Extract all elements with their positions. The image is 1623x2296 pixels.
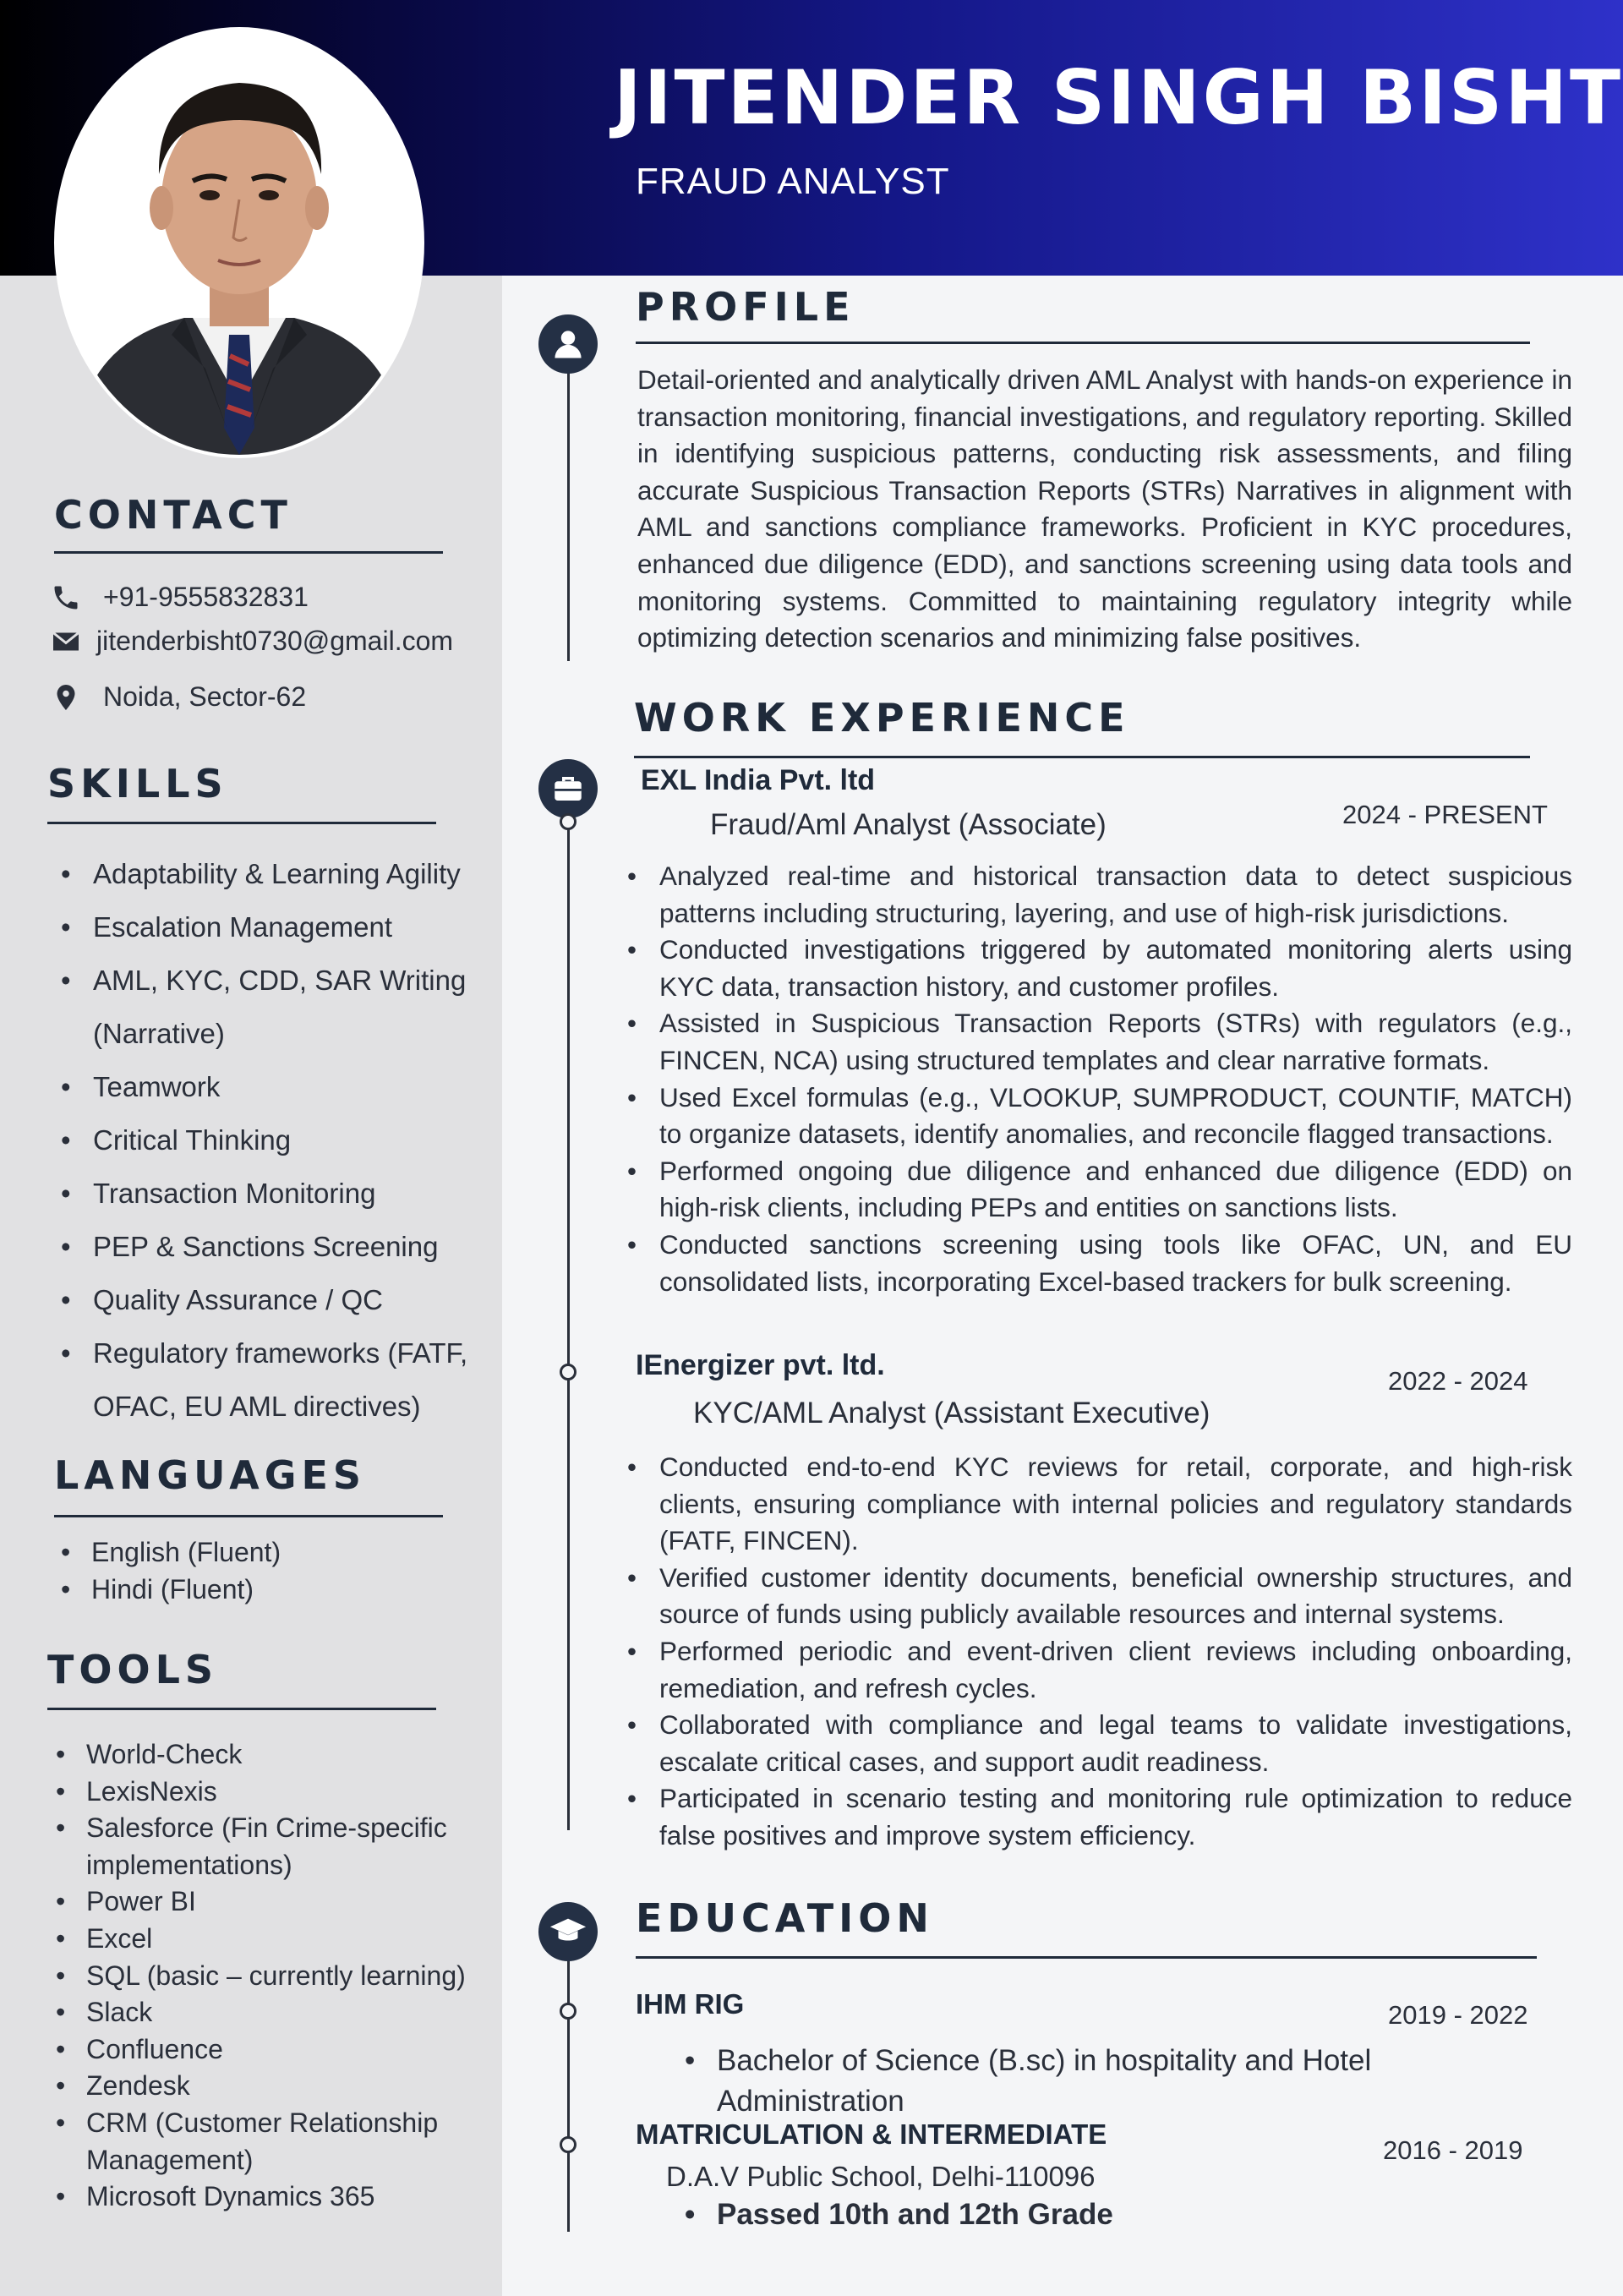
phone-icon (51, 582, 81, 613)
education-detail-list (717, 2041, 1410, 2122)
experience-divider (634, 756, 1530, 758)
job-duty: • Conducted sanctions screening using tools like OFAC, UN, and EU consolidated lists, incorporating Excel-based trackers for bulk screening. (659, 1227, 1572, 1300)
tool-item: • SQL (basic – currently learning) (86, 1958, 509, 1995)
tool-item: • CRM (Customer Relationship Management) (86, 2105, 509, 2178)
job-duty: • Assisted in Suspicious Transaction Reports (STRs) with regulators (e.g., FINCEN, NCA) using structured templates and clear narrative formats. (659, 1005, 1572, 1079)
skill-item: • Quality Assurance / QC (93, 1273, 533, 1326)
contact-phone[interactable] (51, 582, 309, 613)
education-dates: 2016 - 2019 (1383, 2135, 1523, 2165)
job-duty: • Performed periodic and event-driven client reviews including onboarding, remediation, and refresh cycles. (659, 1633, 1572, 1707)
job-company: EXL India Pvt. ltd (641, 764, 876, 796)
tool-item: • Slack (86, 1994, 509, 2031)
timeline-dot (560, 2003, 577, 2020)
portrait-illustration (57, 30, 421, 455)
education-dates: 2019 - 2022 (1388, 2000, 1528, 2030)
contact-heading: CONTACT (54, 492, 292, 538)
tool-item: • Microsoft Dynamics 365 (86, 2178, 509, 2216)
skills-list (51, 847, 533, 1433)
education-grade: • Passed 10th and 12th Grade (717, 2195, 1410, 2235)
job-dates: 2024 - PRESENT (1342, 800, 1548, 829)
language-item: • Hindi (Fluent) (91, 1571, 281, 1608)
languages-divider (54, 1515, 443, 1517)
skill-item-continuation: OFAC, EU AML directives) (93, 1391, 421, 1422)
person-icon (538, 314, 598, 374)
job-duties-list (659, 858, 1572, 1300)
location-pin-icon (51, 682, 81, 713)
job-duties-list (659, 1449, 1572, 1855)
tool-item: • Salesforce (Fin Crime-specific implementations) (86, 1810, 509, 1883)
education-heading: EDUCATION (636, 1895, 934, 1941)
skills-heading: SKILLS (47, 761, 228, 806)
languages-heading: LANGUAGES (54, 1452, 367, 1498)
skill-item: • Transaction Monitoring (93, 1167, 533, 1220)
education-institution: D.A.V Public School, Delhi-110096 (666, 2161, 1096, 2192)
education-divider (636, 1956, 1537, 1959)
job-duty: • Conducted investigations triggered by automated monitoring alerts using KYC data, transaction history, and customer profiles. (659, 932, 1572, 1005)
job-title: FRAUD ANALYST (636, 161, 950, 202)
language-item: • English (Fluent) (91, 1533, 281, 1571)
job-duty: • Performed ongoing due diligence and enhanced due diligence (EDD) on high-risk clients, including PEPs and entities on sanctions lists. (659, 1153, 1572, 1227)
email-address: jitenderbisht0730@gmail.com (96, 626, 454, 656)
tool-item: • Excel (86, 1921, 509, 1958)
tool-item: • World-Check (86, 1736, 509, 1774)
briefcase-icon (538, 759, 598, 818)
education-school: IHM RIG (636, 1988, 745, 2020)
job-duty: • Collaborated with compliance and legal teams to validate investigations, escalate critical cases, and support audit readiness. (659, 1707, 1572, 1780)
graduation-cap-icon (538, 1902, 598, 1961)
contact-divider (54, 551, 443, 554)
timeline-dot (560, 1364, 577, 1380)
skill-item: • Teamwork (93, 1060, 533, 1113)
profile-summary: Detail-oriented and analytically driven AML Analyst with hands-on experience in transaction monitoring, financial investigations, and regulatory reporting. Skilled in identifying suspicious patterns, conducting risk assessments, and filing accurate Suspicious Transaction Reports (STRs) Narratives in alignment with AML and sanctions compliance frameworks. Proficient in KYC procedures, enhanced due diligence (EDD), and sanctions screening using data tools and monitoring systems. Committed to maintaining regulatory integrity while optimizing detection scenarios and minimizing false positives. (637, 364, 1572, 653)
experience-heading: WORK EXPERIENCE (634, 695, 1130, 741)
skills-divider (47, 822, 436, 824)
education-school: MATRICULATION & INTERMEDIATE (636, 2118, 1107, 2150)
job-duty: • Analyzed real-time and historical transaction data to detect suspicious patterns including structuring, layering, and use of high-risk jurisdictions. (659, 858, 1572, 932)
tool-item: • Power BI (86, 1883, 509, 1921)
education-degree: • Bachelor of Science (B.sc) in hospitality and Hotel Administration (717, 2041, 1410, 2122)
job-position: KYC/AML Analyst (Assistant Executive) (693, 1397, 1210, 1430)
timeline-dot (560, 2136, 577, 2153)
education-detail-list (717, 2195, 1410, 2235)
profile-photo (54, 27, 424, 458)
timeline-line-education (567, 1944, 570, 2232)
mail-icon (51, 626, 81, 657)
timeline-dot (560, 813, 577, 830)
timeline-line-experience (567, 812, 570, 1830)
skill-item-continuation: (Narrative) (93, 1018, 225, 1049)
job-duty: • Verified customer identity documents, beneficial ownership structures, and source of funds using publicly available resources and internal systems. (659, 1560, 1572, 1633)
skill-item: • PEP & Sanctions Screening (93, 1220, 533, 1273)
skill-item: • Escalation Management (93, 900, 533, 954)
job-duty: • Used Excel formulas (e.g., VLOOKUP, SUMPRODUCT, COUNTIF, MATCH) to organize datasets, identify anomalies, and reconcile flagged transactions. (659, 1080, 1572, 1153)
tool-item: • Confluence (86, 2031, 509, 2069)
phone-number: +91-9555832831 (103, 582, 309, 612)
profile-heading: PROFILE (636, 284, 855, 330)
location-text: Noida, Sector-62 (103, 681, 307, 712)
candidate-name: JITENDER SINGH BISHT (614, 54, 1623, 141)
skill-item: • Regulatory frameworks (FATF, (93, 1326, 533, 1380)
tools-list (49, 1736, 509, 2216)
profile-divider (636, 342, 1530, 344)
job-duty: • Participated in scenario testing and monitoring rule optimization to reduce false positives and improve system efficiency. (659, 1780, 1572, 1854)
skill-item: • Adaptability & Learning Agility (93, 847, 533, 900)
tools-heading: TOOLS (47, 1647, 219, 1692)
job-dates: 2022 - 2024 (1388, 1366, 1528, 1396)
contact-email[interactable] (51, 626, 453, 657)
job-duty: • Conducted end-to-end KYC reviews for retail, corporate, and high-risk clients, ensuring compliance with internal policies and regulatory standards (FATF, FINCEN). (659, 1449, 1572, 1560)
tools-divider (47, 1708, 436, 1710)
job-position: Fraud/Aml Analyst (Associate) (710, 808, 1107, 841)
skill-item: • AML, KYC, CDD, SAR Writing (93, 954, 533, 1007)
tool-item: • LexisNexis (86, 1774, 509, 1811)
job-company: IEnergizer pvt. ltd. (636, 1349, 885, 1381)
tool-item: • Zendesk (86, 2068, 509, 2105)
timeline-line-profile (567, 338, 570, 661)
contact-location (51, 681, 306, 713)
skill-item: • Critical Thinking (93, 1113, 533, 1167)
languages-list (54, 1533, 281, 1608)
